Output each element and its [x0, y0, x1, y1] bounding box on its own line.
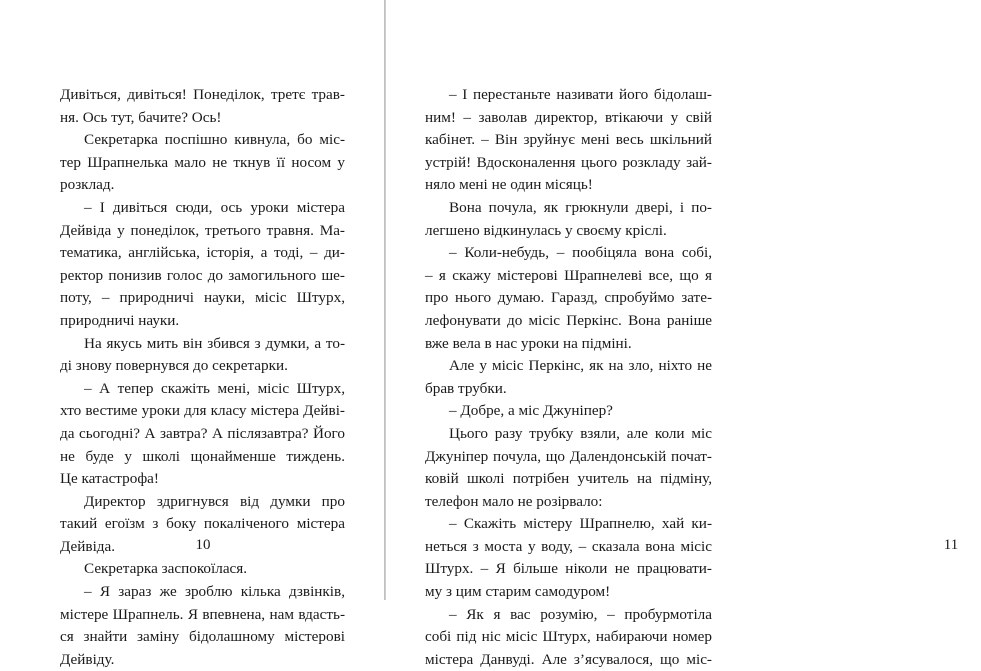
text-line: легшено відкинулась у своєму кріслі.: [425, 221, 667, 239]
text-line: брав трубки.: [425, 379, 507, 397]
text-line: – І перестаньте називати його бідолаш-: [449, 86, 712, 103]
text-line: Секретарка поспішно кивнула, бо міс-: [84, 131, 345, 149]
text-line: устрій! Вдосконалення цього розкладу зай-: [425, 153, 712, 171]
text-line: вже вела в нас уроки на підміні.: [425, 334, 632, 352]
text-line: тематика, англійська, історія, а тоді, – ди-: [60, 244, 345, 262]
text-line: Цього разу трубку взяли, але коли міс: [449, 424, 712, 442]
text-line: – Добре, а міс Джунiпер?: [449, 402, 613, 420]
text-line: про нього думаю. Гаразд, спробуймо зате-: [425, 289, 712, 307]
text-line: ня. Ось тут, бачите? Ось!: [60, 108, 222, 126]
text-line: ректор понизив голос до замогильного ше-: [60, 266, 345, 284]
text-line: собі під ніс місіс Штурх, набираючи номер: [425, 628, 712, 646]
text-line: – І дивіться сюди, ось уроки містера: [84, 198, 345, 216]
text-line: му з цим старим самодуром!: [425, 583, 611, 601]
text-line: Дейвіда.: [60, 537, 116, 555]
text-line: телефон мало не розірвало:: [425, 492, 603, 510]
text-line: кабінет. – Він зруйнує мені весь шкільний: [425, 131, 712, 149]
text-line: да сьогодні? А завтра? А післязавтра? Його: [60, 424, 345, 442]
text-line: Вона почула, як грюкнули двері, і по-: [449, 198, 712, 216]
text-line: Дейвіда у понеділок, третього травня. Ма-: [60, 221, 345, 239]
text-line: Директор здригнувся від думки про: [84, 492, 345, 510]
text-line: На якусь мить він збився з думки, а то-: [84, 334, 345, 352]
text-line: Дейвіду.: [60, 650, 115, 668]
page-number-right: 11: [943, 537, 959, 553]
text-line: – Коли-небудь, – пообіцяла вона собі,: [449, 244, 712, 262]
text-line: Але у місіс Перкінс, як на зло, ніхто не: [449, 357, 712, 375]
left-page: [0, 0, 384, 668]
text-line: тер Шрапнелька мало не ткнув її носом у: [60, 153, 345, 171]
text-line: неться з моста у воду, – сказала вона місіс: [425, 537, 712, 555]
text-line: розклад.: [60, 176, 115, 194]
text-line: – Як я вас розумію, – пробурмотіла: [449, 605, 712, 623]
text-line: Штурх. – Я більше ніколи не працювати-: [425, 560, 712, 578]
text-line: Секретарка заспокоїлася.: [84, 560, 248, 578]
text-line: містере Шрапнель. Я впевнена, нам вдасть-: [60, 605, 345, 623]
text-line: – Я зараз же зроблю кілька дзвінків,: [84, 583, 345, 601]
text-line: няло мені не один місяць!: [425, 176, 593, 194]
text-line: такий егоїзм з боку покаліченого містера: [60, 515, 345, 533]
text-line: ним! – заволав директор, втікаючи у свій: [425, 108, 712, 126]
text-line: ся знайти заміну бідолашному містерові: [60, 628, 345, 646]
left-page-text: [60, 84, 345, 671]
text-line: Джунiпер почула, що Далендонській почат-: [425, 447, 712, 465]
text-line: ді знову повернувся до секретарки.: [60, 357, 288, 375]
right-page-text: [425, 84, 712, 671]
text-line: ковій школі потрібен учитель на підміну,: [425, 470, 712, 488]
text-line: лефонувати до місіс Перкінс. Вона раніше: [425, 311, 712, 329]
text-line: поту, – природничі науки, місіс Штурх,: [60, 289, 345, 307]
text-line: природничі науки.: [60, 311, 180, 329]
text-line: – Скажіть містеру Шрапнелю, хай ки-: [449, 515, 712, 533]
text-line: не буде у школі щонайменше тиждень.: [60, 447, 345, 465]
text-line: хто вестиме уроки для класу містера Дейві-: [60, 402, 345, 420]
text-line: – А тепер скажіть мені, місіс Штурх,: [84, 379, 345, 397]
page-number-left: 10: [195, 537, 211, 553]
text-line: містера Данвуді. Але з’ясувалося, що міс-: [425, 650, 712, 668]
text-line: – я скажу містерові Шрапнелеві все, що я: [425, 266, 712, 284]
text-line: Це катастрофа!: [60, 470, 159, 488]
text-line: Дивіться, дивіться! Понеділок, третє трав-: [60, 86, 345, 103]
